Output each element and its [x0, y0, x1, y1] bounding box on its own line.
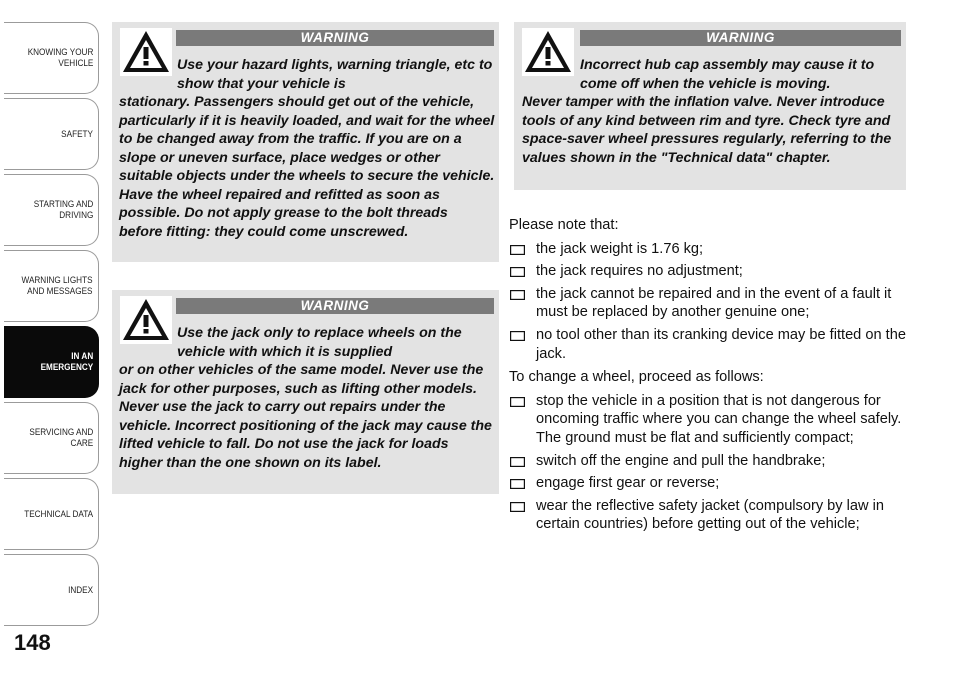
checkbox-bullet-icon: [510, 479, 525, 489]
list-item-text: the jack cannot be repaired and in the event of a fault it must be replaced by another genuine one;: [536, 285, 892, 321]
tab-label: TECHNICAL DATA: [24, 508, 93, 520]
list-item-text: no tool other than its cranking device may be fitted on the jack.: [536, 326, 906, 362]
list-item-text: the jack weight is 1.76 kg;: [536, 240, 704, 257]
warning-lead: Incorrect hub cap assembly may cause it to come off when the vehicle is moving.: [580, 57, 875, 92]
tab-technical-data[interactable]: [4, 478, 99, 550]
warning-box-hub-cap: [514, 22, 906, 190]
warning-body: Never tamper with the inflation valve. Never introduce tools of any kind between rim and tyre. Check tyre and space-saver wheel pressures regularly, referring to the values shown in the "Technical data" chapter.: [522, 94, 892, 166]
tab-label: WARNING LIGHTS AND MESSAGES: [22, 275, 93, 297]
tab-label: SAFETY: [61, 128, 93, 140]
checkbox-bullet-icon: [510, 397, 525, 407]
chapter-tabs: [0, 22, 101, 614]
list-item: [509, 326, 914, 363]
tab-label: SERVICING AND CARE: [29, 427, 93, 449]
warning-text: [119, 324, 495, 472]
tab-safety[interactable]: [4, 98, 99, 170]
list-item-text: switch off the engine and pull the handbrake;: [536, 452, 826, 469]
tab-warning-lights[interactable]: [4, 250, 99, 322]
tab-label: KNOWING YOUR VEHICLE: [27, 47, 93, 69]
tab-starting-and-driving[interactable]: [4, 174, 99, 246]
checkbox-bullet-icon: [510, 457, 525, 467]
tab-label: IN AN EMERGENCY: [40, 351, 93, 373]
warning-box-jack: [112, 290, 499, 494]
warning-lead: Use the jack only to replace wheels on the vehicle with which it is supplied: [177, 325, 462, 360]
tab-knowing-your-vehicle[interactable]: [4, 22, 99, 94]
checkbox-bullet-icon: [510, 331, 525, 341]
checkbox-bullet-icon: [510, 502, 525, 512]
tab-label: INDEX: [68, 584, 93, 596]
warning-body: or on other vehicles of the same model. Never use the jack for other purposes, such as lifting other models. Never use the jack to carry out repairs under the vehicle. Incorrect positioning of the jack may cause the lifted vehicle to fall. Do not use the jack for loads higher than the one shown on its label.: [119, 362, 492, 471]
warning-title: WARNING: [176, 30, 494, 46]
list-item-text: stop the vehicle in a position that is not dangerous for oncoming traffic where you can change the wheel safely. The ground must be flat and sufficiently compact;: [536, 392, 902, 446]
tab-servicing-and-care[interactable]: [4, 402, 99, 474]
list-item-text: engage first gear or reverse;: [536, 475, 720, 492]
list-item-text: wear the reflective safety jacket (compulsory by law in certain countries) before getting out of the vehicle;: [536, 497, 884, 533]
notes-list: [509, 240, 914, 364]
warning-body: stationary. Passengers should get out of the vehicle, particularly if it is heavily loaded, and wait for the wheel to be changed away from the traffic. If you are on a slope or uneven surface, place wedges or other suitable objects under the wheels to secure the vehicle. Have the wheel repaired and refitted as soon as possible. Do not apply grease to the bolt threads before fitting: they could come unscrewed.: [119, 94, 495, 240]
list-item: [509, 497, 914, 534]
list-item: [509, 285, 914, 322]
warning-box-hazard: [112, 22, 499, 262]
procedure-list: [509, 392, 914, 534]
list-item: [509, 262, 914, 281]
instructions: [509, 216, 914, 539]
list-item: [509, 474, 914, 493]
warning-title: WARNING: [176, 298, 494, 314]
warning-title: WARNING: [580, 30, 901, 46]
procedure-intro: To change a wheel, proceed as follows:: [509, 369, 764, 386]
list-item: [509, 240, 914, 259]
list-item-text: the jack requires no adjustment;: [536, 263, 743, 280]
tab-label: STARTING AND DRIVING: [33, 199, 93, 221]
checkbox-bullet-icon: [510, 290, 525, 300]
notes-intro: Please note that:: [509, 217, 619, 233]
page-number: 148: [14, 630, 51, 655]
list-item: [509, 392, 914, 448]
checkbox-bullet-icon: [510, 267, 525, 277]
checkbox-bullet-icon: [510, 245, 525, 255]
tab-index[interactable]: [4, 554, 99, 626]
tab-in-an-emergency[interactable]: [4, 326, 99, 398]
warning-text: [522, 56, 900, 167]
list-item: [509, 452, 914, 471]
warning-text: [119, 56, 495, 241]
warning-lead: Use your hazard lights, warning triangle, etc to show that your vehicle is: [177, 57, 493, 92]
